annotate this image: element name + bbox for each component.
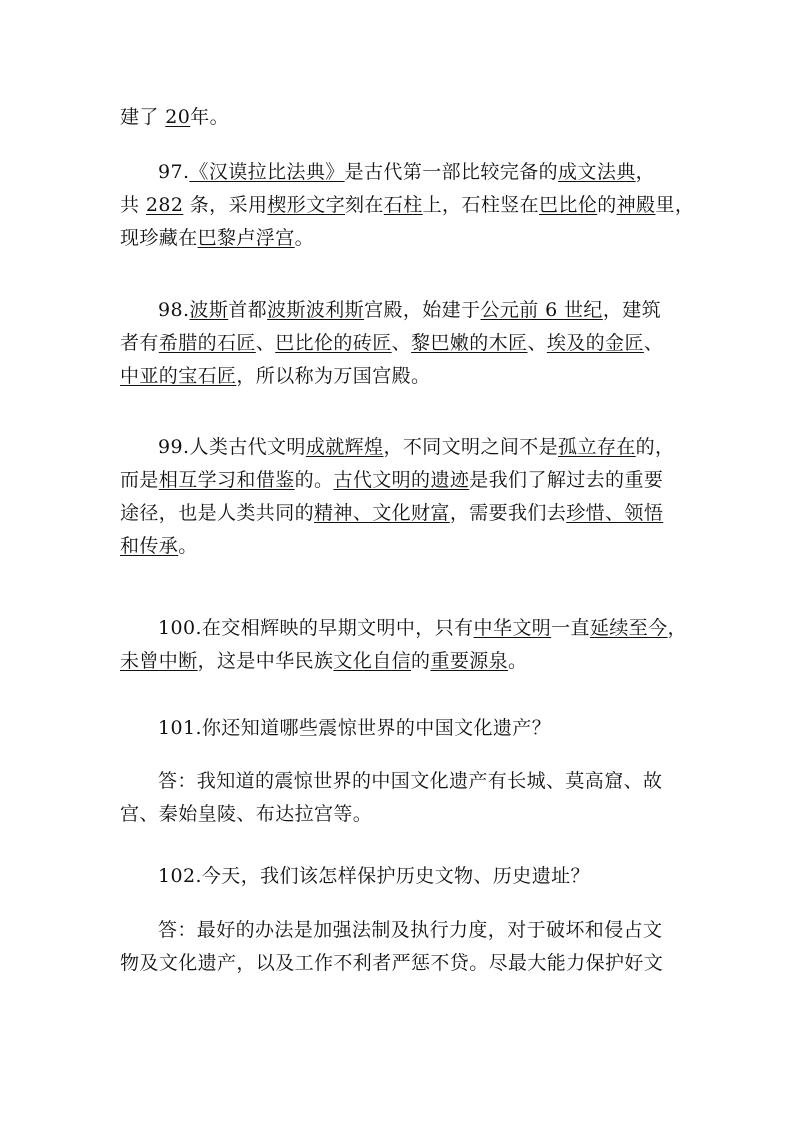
underlined-answer: 和传承 bbox=[120, 535, 179, 557]
underlined-answer: 文化自信 bbox=[333, 650, 412, 672]
answer-text: 宫、秦始皇陵、布达拉宫等。 bbox=[120, 803, 373, 825]
text: 的 bbox=[597, 194, 617, 216]
text: 的。 bbox=[294, 469, 334, 491]
paragraph-98 bbox=[120, 294, 680, 393]
answer-text: 答：我知道的震惊世界的中国文化遗产有长城、莫高窟、故 bbox=[158, 770, 663, 792]
underlined-answer: 珍惜、领悟 bbox=[566, 502, 664, 524]
underlined-answer: 巴黎卢浮宫 bbox=[197, 227, 295, 249]
text-line bbox=[120, 530, 680, 563]
underlined-answer: 成文法典 bbox=[558, 161, 636, 183]
text: 首都 bbox=[228, 299, 268, 321]
underlined-answer: 延续至今 bbox=[589, 617, 668, 639]
text: ，需要我们去 bbox=[449, 502, 567, 524]
text: 者有 bbox=[120, 332, 159, 354]
text: ， bbox=[635, 161, 656, 183]
paragraph-97 bbox=[120, 156, 695, 255]
text: 上，石柱竖在 bbox=[422, 194, 540, 216]
answer-text: 物及文化遗产，以及工作不利者严惩不贷。尽最大能力保护好文 bbox=[120, 952, 664, 974]
text-line bbox=[120, 222, 680, 255]
underlined-answer: 282 bbox=[145, 194, 184, 216]
underlined-answer: 公元前 6 世纪 bbox=[480, 299, 603, 321]
underlined-answer: 成就辉煌 bbox=[305, 436, 384, 458]
item-number: 99. bbox=[158, 436, 190, 458]
text: 的 bbox=[411, 650, 431, 672]
answer-text: 答：最好的办法是加强法制及执行力度，对于破坏和侵占文 bbox=[158, 919, 663, 941]
underlined-answer: 重要源泉 bbox=[430, 650, 509, 672]
underlined-answer: 20 bbox=[165, 106, 191, 128]
underlined-answer: 黎巴嫩的木匠 bbox=[411, 332, 528, 354]
text-line bbox=[120, 431, 680, 464]
underlined-answer: 精神、文化财富 bbox=[314, 502, 450, 524]
item-number: 100. bbox=[158, 617, 202, 639]
underlined-answer: 波斯 bbox=[189, 299, 229, 321]
question-text: 102.今天，我们该怎样保护历史文物、历史遗址？ bbox=[158, 865, 590, 887]
text: ， bbox=[667, 617, 687, 639]
text: 建了 bbox=[120, 106, 159, 128]
text-line bbox=[120, 464, 680, 497]
text-line bbox=[120, 189, 695, 222]
underlined-answer: 相互学习和借鉴 bbox=[158, 469, 295, 491]
underlined-answer: 波斯波利斯 bbox=[267, 299, 365, 321]
text: 共 bbox=[120, 194, 140, 216]
question-102 bbox=[120, 860, 680, 893]
underlined-answer: 未曾中断 bbox=[120, 650, 198, 672]
text: 、 bbox=[391, 332, 412, 354]
text: 一直 bbox=[551, 617, 590, 639]
underlined-answer: 神殿 bbox=[616, 194, 656, 216]
text: 年。 bbox=[190, 106, 230, 128]
text: 。 bbox=[178, 535, 198, 557]
text: ，所以称为万国宫殿。 bbox=[236, 365, 431, 387]
text: 的， bbox=[635, 436, 675, 458]
underlined-answer: 中亚的宝石匠 bbox=[120, 365, 237, 387]
underlined-answer: 中华文明 bbox=[473, 617, 552, 639]
underlined-answer: 古代文明的遗迹 bbox=[333, 469, 470, 491]
text: 现珍藏在 bbox=[120, 227, 198, 249]
text: 而是 bbox=[120, 469, 159, 491]
paragraph-continuation bbox=[120, 101, 680, 134]
answer-101 bbox=[120, 765, 680, 831]
question-101 bbox=[120, 712, 680, 745]
underlined-answer: 石柱 bbox=[383, 194, 423, 216]
item-number: 97. bbox=[158, 161, 190, 183]
text-line bbox=[120, 612, 687, 645]
text: 途径，也是人类共同的 bbox=[120, 502, 315, 524]
underlined-answer: 巴比伦的砖匠 bbox=[275, 332, 392, 354]
underlined-answer: 楔形文字 bbox=[267, 194, 345, 216]
question-text: 101.你还知道哪些震惊世界的中国文化遗产？ bbox=[158, 717, 552, 739]
text: 人类古代文明 bbox=[189, 436, 306, 458]
answer-102 bbox=[120, 914, 680, 980]
text-line bbox=[120, 294, 680, 327]
paragraph-100 bbox=[120, 612, 687, 678]
underlined-answer: 埃及的金匠 bbox=[546, 332, 644, 354]
text: ，建筑 bbox=[602, 299, 662, 321]
text: 在交相辉映的早期文明中，只有 bbox=[201, 617, 474, 639]
text: 是古代第一部比较完备的 bbox=[344, 161, 559, 183]
text: 、 bbox=[527, 332, 547, 354]
text: 里， bbox=[655, 194, 695, 216]
text: 、 bbox=[643, 332, 664, 354]
text-line bbox=[120, 156, 680, 189]
underlined-answer: 《汉谟拉比法典》 bbox=[189, 161, 345, 183]
text: 。 bbox=[294, 227, 315, 249]
paragraph-99 bbox=[120, 431, 680, 563]
text: 条，采用 bbox=[189, 194, 268, 216]
text-line bbox=[120, 360, 680, 393]
text: 。 bbox=[508, 650, 528, 672]
text: 刻在 bbox=[345, 194, 384, 216]
text: 、 bbox=[255, 332, 276, 354]
text: 宫殿，始建于 bbox=[364, 299, 481, 321]
text: ，这是中华民族 bbox=[197, 650, 334, 672]
item-number: 98. bbox=[158, 299, 190, 321]
text: ，不同文明之间不是 bbox=[383, 436, 559, 458]
text-line bbox=[120, 497, 680, 530]
text-line bbox=[120, 327, 680, 360]
underlined-answer: 希腊的石匠 bbox=[158, 332, 256, 354]
text-line bbox=[120, 645, 680, 678]
text: 是我们了解过去的重要 bbox=[469, 469, 664, 491]
underlined-answer: 巴比伦 bbox=[539, 194, 598, 216]
text-line bbox=[120, 101, 680, 134]
underlined-answer: 孤立存在 bbox=[558, 436, 636, 458]
